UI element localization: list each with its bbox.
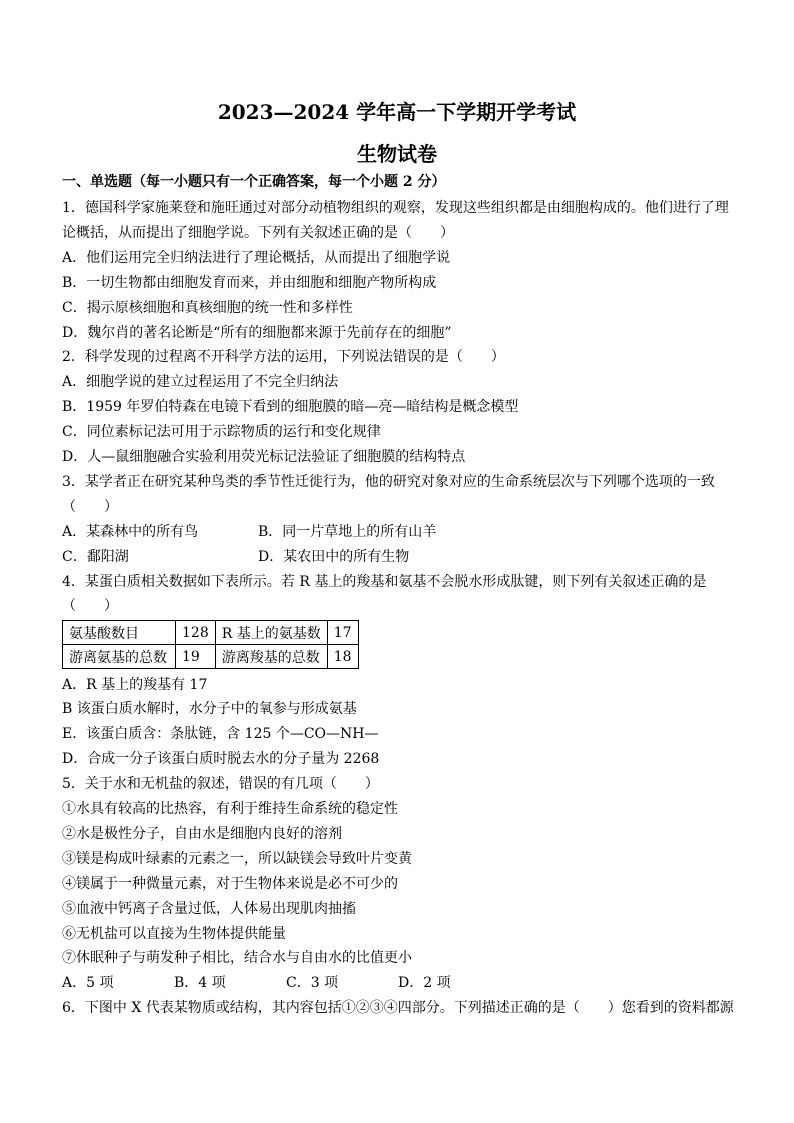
section-heading: 一、单选题（每一小题只有一个正确答案，每一个小题 2 分）	[62, 174, 446, 190]
q4-option-b: B 该蛋白质水解时，水分子中的氧参与形成氨基	[62, 701, 357, 717]
q3-option-b: B．同一片草地上的所有山羊	[258, 524, 437, 540]
q5-option-a: A．5 项	[62, 975, 114, 991]
q2-option-a: A．细胞学说的建立过程运用了不完全归纳法	[62, 374, 339, 390]
q4-option-a: A．R 基上的羧基有 17	[62, 677, 208, 693]
q1-option-c: C．揭示原核细胞和真核细胞的统一性和多样性	[62, 300, 353, 316]
q1-option-d: D．魏尔肖的著名论断是“所有的细胞都来源于先前存在的细胞”	[62, 325, 452, 341]
table-cell: 128	[176, 621, 216, 645]
q1-stem-line1: 1．德国科学家施莱登和施旺通过对部分动植物组织的观察，发现这些组织都是由细胞构成的。他们进行了理	[62, 200, 729, 216]
q2-option-b: B．1959 年罗伯特森在电镜下看到的细胞膜的暗—亮—暗结构是概念模型	[62, 399, 519, 415]
q1-stem-line2: 论概括，从而提出了细胞学说。下列有关叙述正确的是（ ）	[62, 225, 454, 241]
table-cell: R 基上的氨基数	[215, 621, 327, 645]
q5-item: ④镁属于一种微量元素，对于生物体来说是必不可少的	[62, 876, 398, 892]
q5-item: ⑥无机盐可以直接为生物体提供能量	[62, 926, 286, 942]
q5-item: ③镁是构成叶绿素的元素之一，所以缺镁会导致叶片变黄	[62, 851, 412, 867]
table-cell: 游离氨基的总数	[63, 645, 176, 669]
q1-option-b: B．一切生物都由细胞发育而来，并由细胞和细胞产物所构成	[62, 275, 437, 291]
q5-item: ⑤血液中钙离子含量过低，人体易出现肌肉抽搐	[62, 901, 356, 917]
q5-item: ②水是极性分子，自由水是细胞内良好的溶剂	[62, 826, 342, 842]
q2-option-c: C．同位素标记法可用于示踪物质的运行和变化规律	[62, 424, 381, 440]
protein-data-table	[62, 620, 359, 669]
q5-item: ⑦休眠种子与萌发种子相比，结合水与自由水的比值更小	[62, 950, 412, 966]
q5-option-d: D．2 项	[398, 975, 451, 991]
q4-stem-line1: 4．某蛋白质相关数据如下表所示。若 R 基上的羧基和氨基不会脱水形成肽键，则下列有关叙述正确的是	[62, 574, 707, 590]
q2-stem: 2．科学发现的过程离不开科学方法的运用，下列说法错误的是（ ）	[62, 349, 505, 365]
q5-option-b: B．4 项	[174, 975, 226, 991]
table-row	[63, 645, 359, 669]
table-cell: 18	[327, 645, 358, 669]
table-cell: 氨基酸数目	[63, 621, 176, 645]
q6-stem: 6．下图中 X 代表某物质或结构，其内容包括①②③④四部分。下列描述正确的是（ ）您看到的资料都源	[62, 1000, 734, 1016]
exam-title: 2023—2024 学年高一下学期开学考试	[217, 100, 577, 124]
q5-stem: 5．关于水和无机盐的叙述，错误的有几项（ ）	[62, 776, 379, 792]
q4-option-d: D．合成一分子该蛋白质时脱去水的分子量为 2268	[62, 751, 380, 767]
table-row	[63, 621, 359, 645]
q2-option-d: D．人—鼠细胞融合实验利用荧光标记法验证了细胞膜的结构特点	[62, 449, 466, 465]
q4-option-c: E．该蛋白质含：条肽链，含 125 个—CO—NH—	[62, 726, 379, 742]
table-cell: 17	[327, 621, 358, 645]
table-cell: 19	[176, 645, 216, 669]
q3-stem-line1: 3．某学者正在研究某种鸟类的季节性迁徙行为，他的研究对象对应的生命系统层次与下列哪个选项的一致	[62, 474, 715, 490]
q4-stem-line2: （ ）	[62, 598, 118, 614]
q3-option-d: D．某农田中的所有生物	[258, 549, 410, 565]
q5-item: ①水具有较高的比热容，有利于维持生命系统的稳定性	[62, 801, 398, 817]
q3-option-c: C．鄱阳湖	[62, 549, 129, 565]
q5-option-c: C．3 项	[286, 975, 339, 991]
q3-stem-line2: （ ）	[62, 499, 118, 515]
q3-option-a: A．某森林中的所有鸟	[62, 524, 199, 540]
table-cell: 游离羧基的总数	[215, 645, 327, 669]
exam-subtitle: 生物试卷	[357, 142, 437, 166]
q1-option-a: A．他们运用完全归纳法进行了理论概括，从而提出了细胞学说	[62, 250, 451, 266]
